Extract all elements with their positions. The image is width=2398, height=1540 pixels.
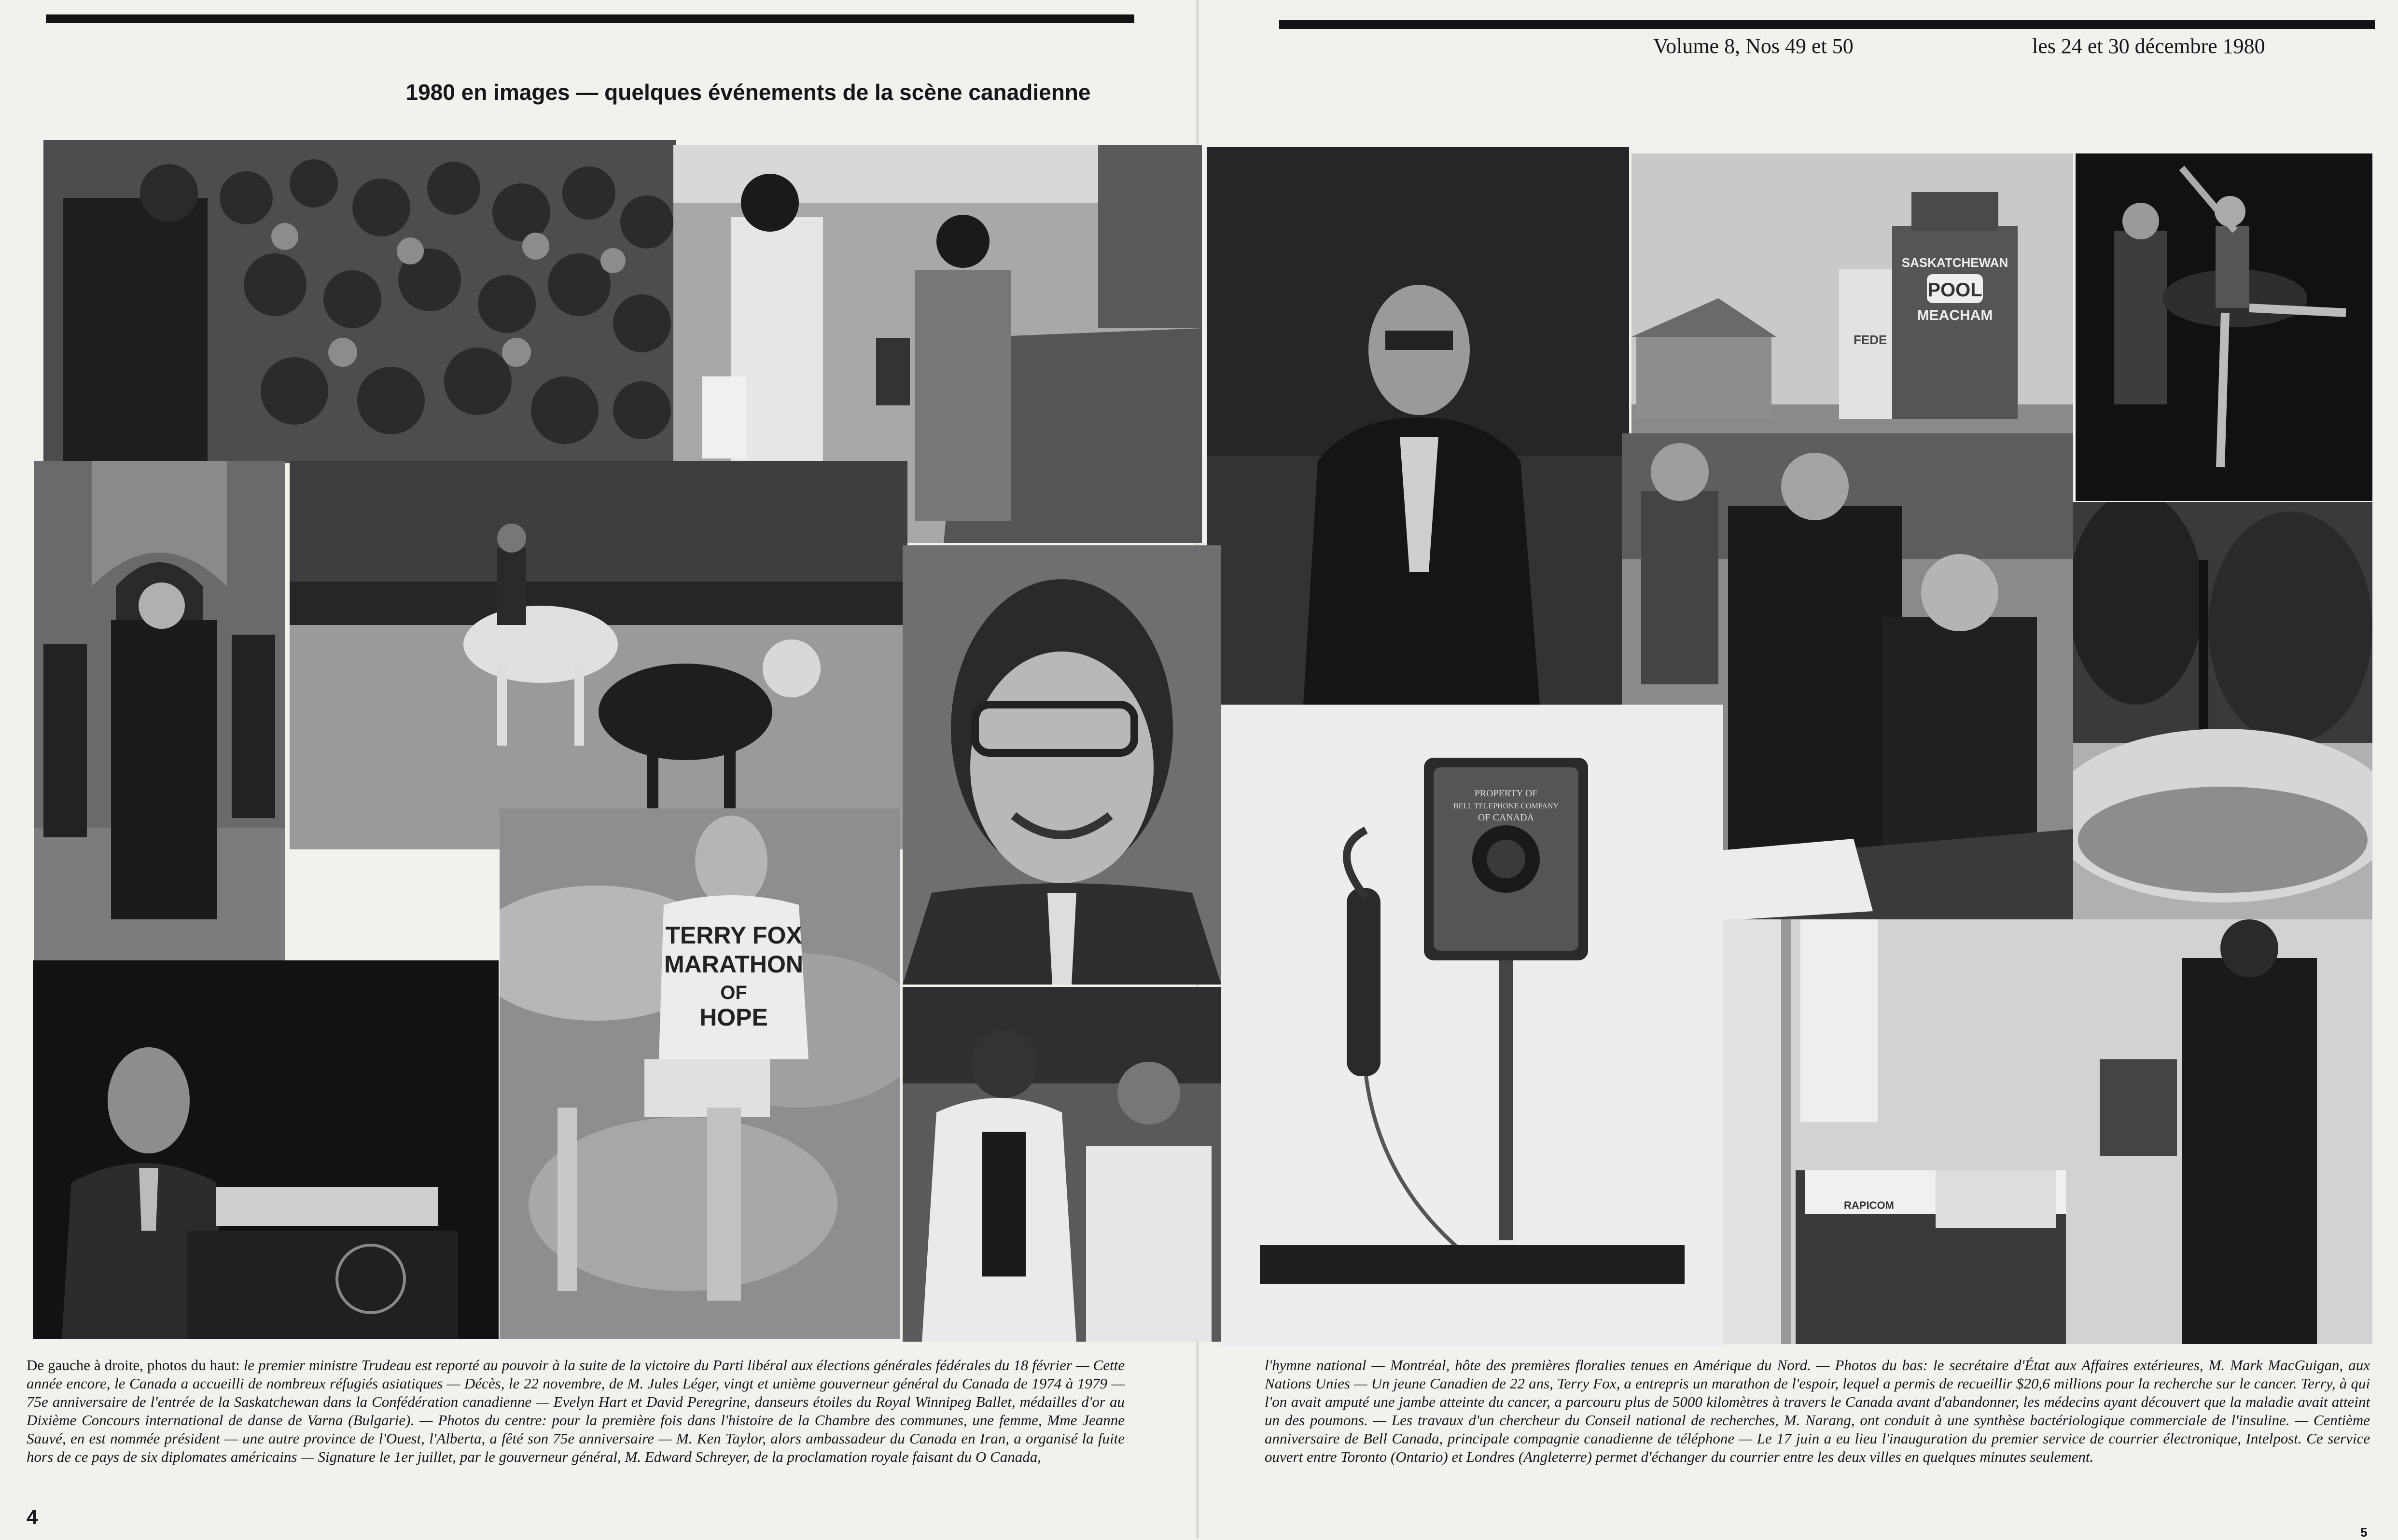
elevator-label-top: SASKATCHEWAN [1901, 255, 2008, 270]
photo-floralies-garden [2073, 502, 2372, 922]
page-number-left: 4 [27, 1506, 38, 1528]
header-rule-right [1279, 20, 2375, 29]
photo-intelpost-computer [1723, 919, 2372, 1344]
shirt-text-line1: TERRY FOX [665, 922, 802, 949]
elevator-label-pool: POOL [1927, 279, 1982, 301]
photo-ballet-dancers [2076, 153, 2372, 501]
phone-label-line1: PROPERTY OF [1474, 788, 1538, 799]
photo-terry-fox [500, 808, 900, 1339]
issue-date: les 24 et 30 décembre 1980 [2032, 34, 2265, 58]
photo-jules-leger [1207, 147, 1629, 705]
phone-label-line3: OF CANADA [1478, 812, 1534, 823]
caption-left-lead: De gauche à droite, photos du haut: [27, 1357, 240, 1374]
photo-narang-insulin [903, 987, 1221, 1342]
photo-saskatchewan-elevator [1631, 153, 2073, 438]
photo-alberta-rodeo [290, 461, 907, 849]
photo-ken-taylor [903, 545, 1221, 985]
page-title: 1980 en images — quelques événements de la scène canadienne [405, 80, 1091, 105]
photo-jeanne-sauve [34, 461, 285, 960]
page-number-right: 5 [2360, 1525, 2368, 1540]
elevator-label-town: MEACHAM [1917, 307, 1993, 323]
shirt-text-line3: OF [720, 982, 747, 1003]
photo-trudeau-crowd [43, 140, 676, 463]
caption-right [1265, 1356, 2370, 1466]
shirt-text-line4: HOPE [699, 1004, 768, 1031]
header-rule-left [46, 14, 1134, 23]
elevator-label-fed: FEDE [1854, 333, 1887, 347]
phone-label-line2: BELL TELEPHONE COMPANY [1453, 802, 1559, 810]
machine-label: RAPICOM [1844, 1199, 1894, 1211]
issue-label: Volume 8, Nos 49 et 50 [1653, 34, 1854, 58]
caption-right-body: l'hymne national — Montréal, hôte des premières floralies tenues en Amérique du Nord. — Photos du bas: le secrétaire d'État aux Affaires extérieures, M. Mark MacGuigan, aux Nations Unies — Un jeune Canadien de 22 ans, Terry Fox, a entrepris un marathon de l'espoir, lequel a permis de recueillir $20,6 millions pour la recherche sur le cancer. Terry, à qui l'on avait amputé une jambe atteinte du cancer, a parcouru plus de 5000 kilomètres à travers le Canada avant d'abandonner, les médecins ayant découvert que la maladie avait atteint un des poumons. — Les travaux d'un chercheur du Conseil national de recherches, M. Narang, ont conduit à une synthèse bactériologique commerciale de l'insuline. — Centième anniversaire de Bell Canada, principale compagnie canadienne de téléphone — Le 17 juin a eu lieu l'inauguration du premier service de courrier électronique, Intelpost. Ce service ouvert entre Toronto (Ontario) et Londres (Angleterre) permet d'échanger du courrier entre les deux villes en quelques minutes seulement. [1265, 1357, 2370, 1465]
shirt-text-line2: MARATHON [664, 951, 803, 978]
photo-bell-telephone [1221, 705, 1723, 1346]
caption-left-body: le premier ministre Trudeau est reporté au pouvoir à la suite de la victoire du Parti libéral aux élections générales fédérales du 18 février — Cette année encore, le Canada a accueilli de nombreux réfugiés asiatiques — Décès, le 22 novembre, de M. Jules Léger, vingt et unième gouverneur général du Canada de 1974 à 1979 — 75e anniversaire de l'entrée de la Saskatchewan dans la Confédération canadienne — Evelyn Hart et David Peregrine, danseurs étoiles du Royal Winnipeg Ballet, médailles d'or au Dixième Concours international de danse de Varna (Bulgarie). — Photos du centre: pour la première fois dans l'histoire de la Chambre des communes, une femme, Mme Jeanne Sauvé, en est nommée président — une autre province de l'Ouest, l'Alberta, a fêté son 75e anniversaire — M. Ken Taylor, alors ambassadeur du Canada en Iran, a organisé la fuite hors de ce pays de six diplomates américains — Signature le 1er juillet, par le gouverneur général, M. Edward Schreyer, de la proclamation royale faisant du O Canada, [27, 1357, 1125, 1465]
photo-macguigan-un [33, 960, 499, 1339]
caption-left [27, 1356, 1125, 1466]
